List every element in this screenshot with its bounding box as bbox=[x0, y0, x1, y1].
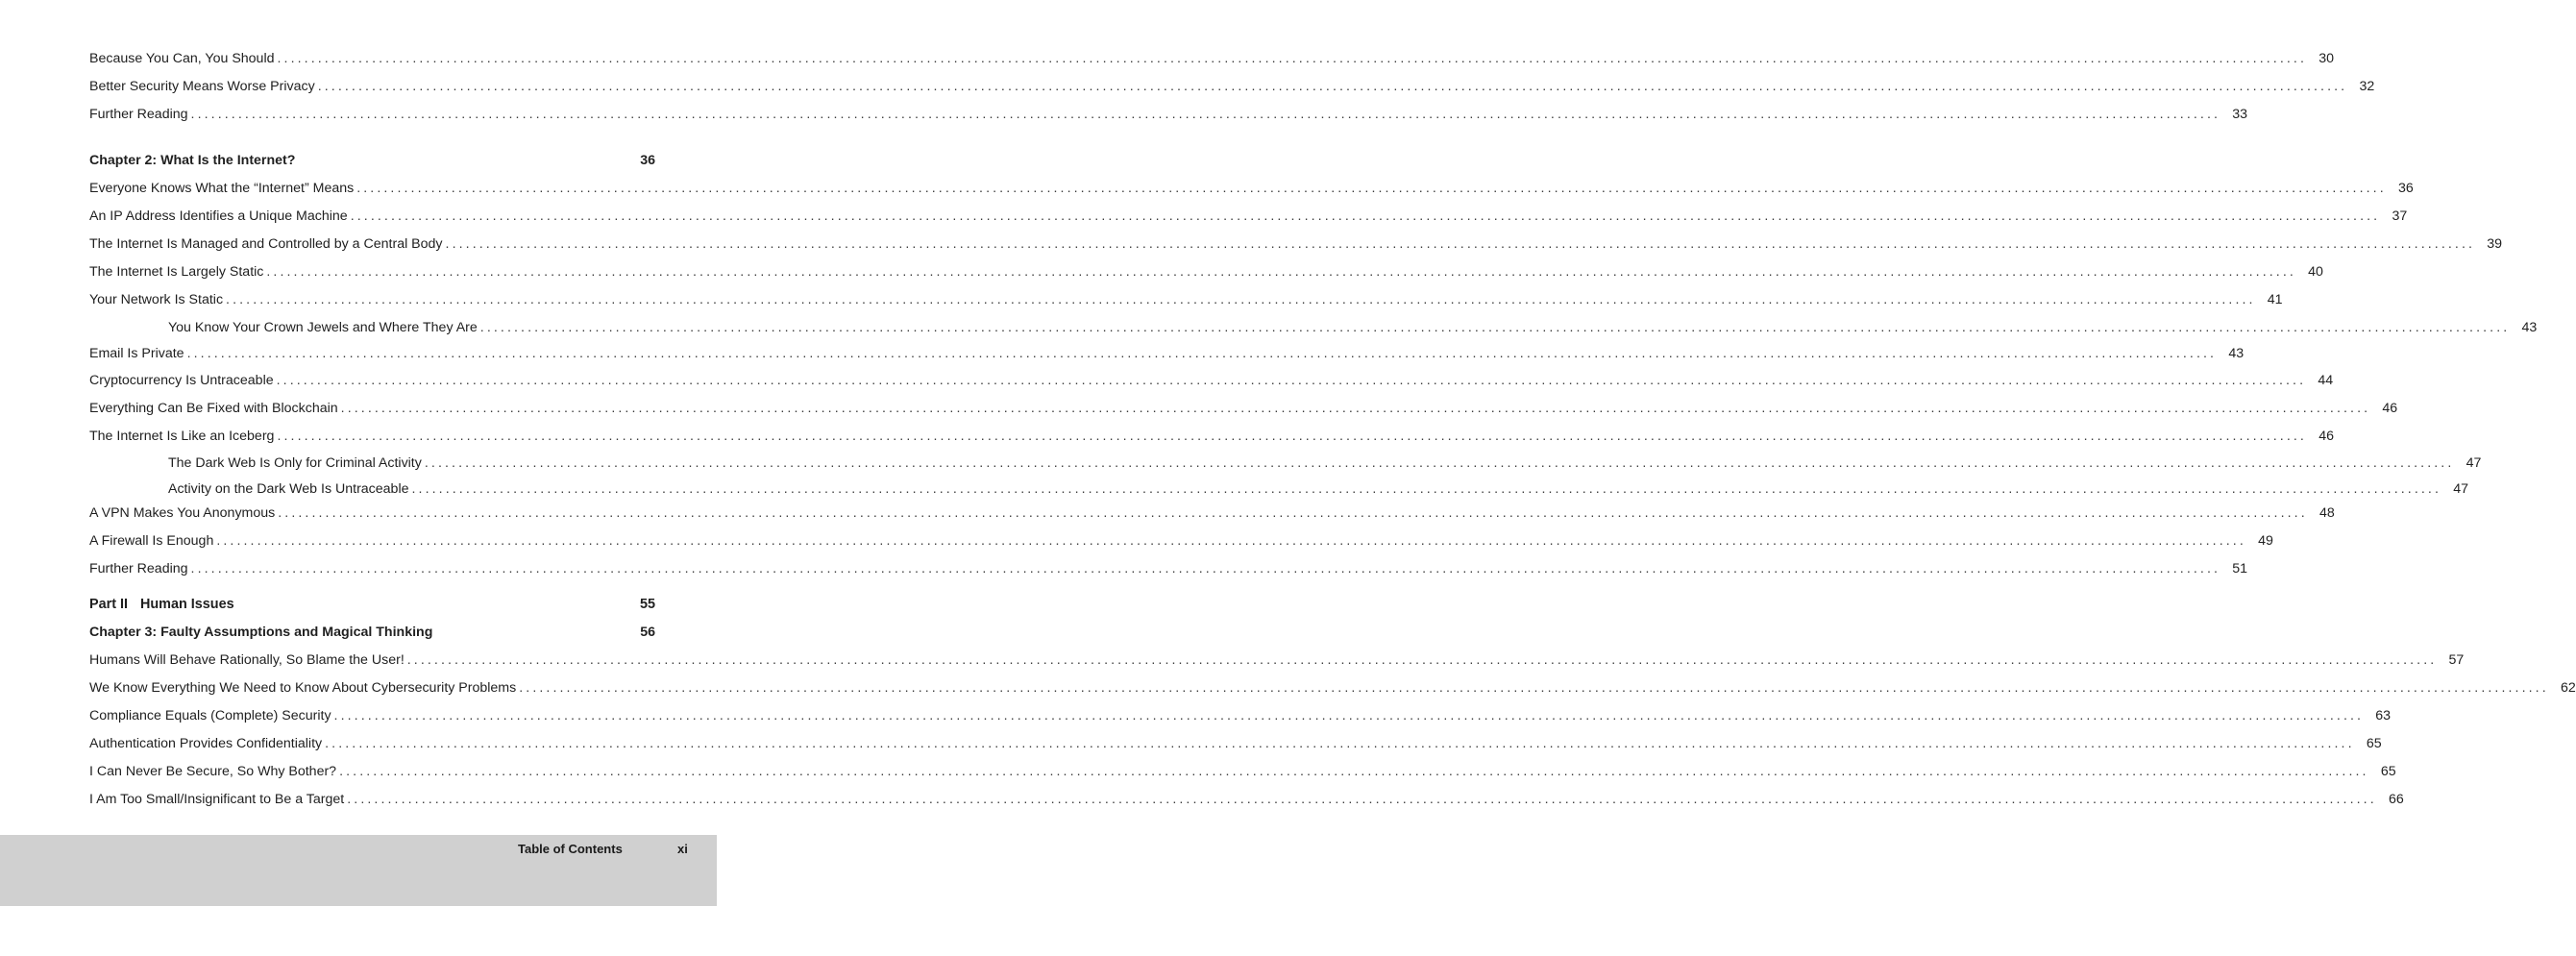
toc-entry bbox=[89, 206, 2408, 227]
toc-subentry bbox=[168, 317, 2538, 338]
toc-entry-title: I Am Too Small/Insignificant to Be a Target bbox=[89, 792, 345, 807]
toc-page-number: 41 bbox=[2267, 292, 2283, 307]
toc-page-number: 47 bbox=[2453, 481, 2469, 497]
toc-page-number: 36 bbox=[2397, 181, 2414, 196]
toc-page-number: 43 bbox=[2521, 320, 2538, 335]
toc-entry-title: You Know Your Crown Jewels and Where They Are bbox=[168, 320, 478, 335]
toc-entry-title: Everything Can Be Fixed with Blockchain bbox=[89, 401, 338, 416]
toc-entry bbox=[89, 789, 2404, 810]
toc-part-heading bbox=[89, 594, 655, 615]
toc-page-number: 37 bbox=[2392, 208, 2408, 224]
toc-page-number: 43 bbox=[2228, 346, 2245, 361]
toc-chapter-title: Chapter 2: What Is the Internet? bbox=[89, 153, 296, 168]
toc-page-number: 51 bbox=[2232, 561, 2248, 576]
toc-entry bbox=[89, 677, 2576, 699]
toc-chapter-title: Chapter 3: Faulty Assumptions and Magical Thinking bbox=[89, 625, 433, 640]
toc-entry bbox=[89, 76, 2375, 97]
toc-dot-leader: ............................................................................................................................................................................................................................................................................................................ bbox=[479, 320, 2511, 335]
toc-dot-leader: ............................................................................................................................................................................................................................................................................................................ bbox=[226, 292, 2256, 307]
toc-entry bbox=[89, 48, 2335, 69]
toc-page-number: 55 bbox=[639, 597, 655, 612]
toc-dot-leader: ............................................................................................................................................................................................................................................................................................................ bbox=[350, 208, 2381, 224]
toc-entry bbox=[89, 426, 2334, 447]
toc-page-number: 57 bbox=[2448, 652, 2465, 668]
toc-chapter-heading bbox=[89, 150, 655, 171]
toc-dot-leader: ............................................................................................................................................................................................................................................................................................................ bbox=[411, 481, 2442, 497]
toc-entry bbox=[89, 705, 2392, 726]
toc-entry-title: We Know Everything We Need to Know About Cybersecurity Problems bbox=[89, 680, 517, 696]
toc-dot-leader: ............................................................................................................................................................................................................................................................................................................ bbox=[340, 401, 2371, 416]
toc-page-number: 63 bbox=[2375, 708, 2392, 723]
toc-page-number: 33 bbox=[2232, 107, 2248, 122]
toc-entry-title: Authentication Provides Confidentiality bbox=[89, 736, 323, 751]
toc-dot-leader: ............................................................................................................................................................................................................................................................................................................ bbox=[317, 79, 2348, 94]
toc-page-number: 66 bbox=[2389, 792, 2404, 807]
toc-page-number: 65 bbox=[2366, 736, 2382, 751]
toc-dot-leader: ............................................................................................................................................................................................................................................................................................................ bbox=[347, 792, 2377, 807]
toc-dot-leader: ............................................................................................................................................................................................................................................................................................................ bbox=[276, 373, 2307, 388]
toc-dot-leader: ............................................................................................................................................................................................................................................................................................................ bbox=[445, 236, 2476, 252]
toc-dot-leader: ............................................................................................................................................................................................................................................................................................................ bbox=[424, 455, 2455, 471]
toc-page-number: 39 bbox=[2487, 236, 2503, 252]
toc-dot-leader: ............................................................................................................................................................................................................................................................................................................ bbox=[278, 505, 2308, 521]
toc-entry bbox=[89, 343, 2245, 364]
toc-entry-title: Humans Will Behave Rationally, So Blame the User! bbox=[89, 652, 405, 668]
toc-entry bbox=[89, 233, 2503, 255]
toc-entry-title: A VPN Makes You Anonymous bbox=[89, 505, 276, 521]
toc-page-number: 62 bbox=[2560, 680, 2576, 696]
toc-entry-title: The Internet Is Managed and Controlled by a Central Body bbox=[89, 236, 443, 252]
toc-dot-leader: ............................................................................................................................................................................................................................................................................................................ bbox=[519, 680, 2549, 696]
toc-page-number: 47 bbox=[2466, 455, 2482, 471]
toc-entry bbox=[89, 558, 2248, 579]
toc-part-title: Human Issues bbox=[140, 597, 234, 612]
toc-entry bbox=[89, 289, 2283, 310]
toc-entry-title: Compliance Equals (Complete) Security bbox=[89, 708, 331, 723]
toc-dot-leader: ............................................................................................................................................................................................................................................................................................................ bbox=[186, 346, 2218, 361]
toc-dot-leader: ............................................................................................................................................................................................................................................................................................................ bbox=[266, 264, 2296, 280]
toc-page-number: 32 bbox=[2359, 79, 2375, 94]
toc-page-number: 65 bbox=[2380, 764, 2396, 779]
toc-entry-title: Further Reading bbox=[89, 107, 188, 122]
toc-entry bbox=[89, 503, 2335, 524]
toc-dot-leader: ............................................................................................................................................................................................................................................................................................................ bbox=[356, 181, 2387, 196]
toc-dot-leader: ............................................................................................................................................................................................................................................................................................................ bbox=[339, 764, 2369, 779]
toc-entry bbox=[89, 104, 2248, 125]
footer-section-label: Table of Contents bbox=[518, 842, 623, 856]
toc-entry-title: The Dark Web Is Only for Criminal Activity bbox=[168, 455, 422, 471]
toc-page-number: 40 bbox=[2308, 264, 2323, 280]
toc-entry bbox=[89, 370, 2334, 391]
toc-entry-title: An IP Address Identifies a Unique Machine bbox=[89, 208, 348, 224]
toc-entry-title: The Internet Is Like an Iceberg bbox=[89, 429, 275, 444]
toc-dot-leader: ............................................................................................................................................................................................................................................................................................................ bbox=[190, 561, 2221, 576]
toc-dot-leader: ............................................................................................................................................................................................................................................................................................................ bbox=[406, 652, 2438, 668]
toc-entry-title: Activity on the Dark Web Is Untraceable bbox=[168, 481, 409, 497]
toc-page-number: 56 bbox=[640, 625, 655, 640]
toc-entry-title: The Internet Is Largely Static bbox=[89, 264, 264, 280]
toc-entry-title: A Firewall Is Enough bbox=[89, 533, 214, 549]
toc-page-number: 48 bbox=[2318, 505, 2335, 521]
toc-chapter-heading bbox=[89, 622, 655, 643]
toc-entry-title: Your Network Is Static bbox=[89, 292, 224, 307]
toc-entry bbox=[89, 650, 2465, 671]
toc-dot-leader: ............................................................................................................................................................................................................................................................................................................ bbox=[190, 107, 2221, 122]
toc-subentry bbox=[168, 478, 2469, 500]
toc-dot-leader: ............................................................................................................................................................................................................................................................................................................ bbox=[277, 429, 2307, 444]
toc-dot-leader: ............................................................................................................................................................................................................................................................................................................ bbox=[277, 51, 2308, 66]
toc-entry-title: Further Reading bbox=[89, 561, 188, 576]
toc-dot-leader: ............................................................................................................................................................................................................................................................................................................ bbox=[333, 708, 2365, 723]
toc-page-number: 49 bbox=[2258, 533, 2273, 549]
toc-page-number: 46 bbox=[2382, 401, 2398, 416]
toc-entry-title: Because You Can, You Should bbox=[89, 51, 275, 66]
toc-entry bbox=[89, 761, 2396, 782]
toc-part-number: Part II bbox=[89, 597, 128, 612]
toc-entry bbox=[89, 398, 2398, 419]
toc-entry-title: Cryptocurrency Is Untraceable bbox=[89, 373, 274, 388]
toc-entry-title: Everyone Knows What the “Internet” Means bbox=[89, 181, 355, 196]
toc-entry-title: Email Is Private bbox=[89, 346, 184, 361]
toc-page-number: 36 bbox=[640, 153, 655, 168]
toc-page-number: 44 bbox=[2318, 373, 2334, 388]
toc-entry bbox=[89, 530, 2273, 552]
toc-entry bbox=[89, 261, 2323, 282]
toc-entry-title: I Can Never Be Secure, So Why Bother? bbox=[89, 764, 337, 779]
footer-page-number: xi bbox=[677, 842, 688, 856]
toc-dot-leader: ............................................................................................................................................................................................................................................................................................................ bbox=[325, 736, 2355, 751]
toc-entry bbox=[89, 178, 2414, 199]
toc-page-number: 30 bbox=[2318, 51, 2335, 66]
toc-dot-leader: ............................................................................................................................................................................................................................................................................................................ bbox=[216, 533, 2246, 549]
toc-entry-title: Better Security Means Worse Privacy bbox=[89, 79, 315, 94]
toc-page-number: 46 bbox=[2318, 429, 2334, 444]
toc-entry bbox=[89, 733, 2382, 754]
toc-subentry bbox=[168, 453, 2482, 474]
